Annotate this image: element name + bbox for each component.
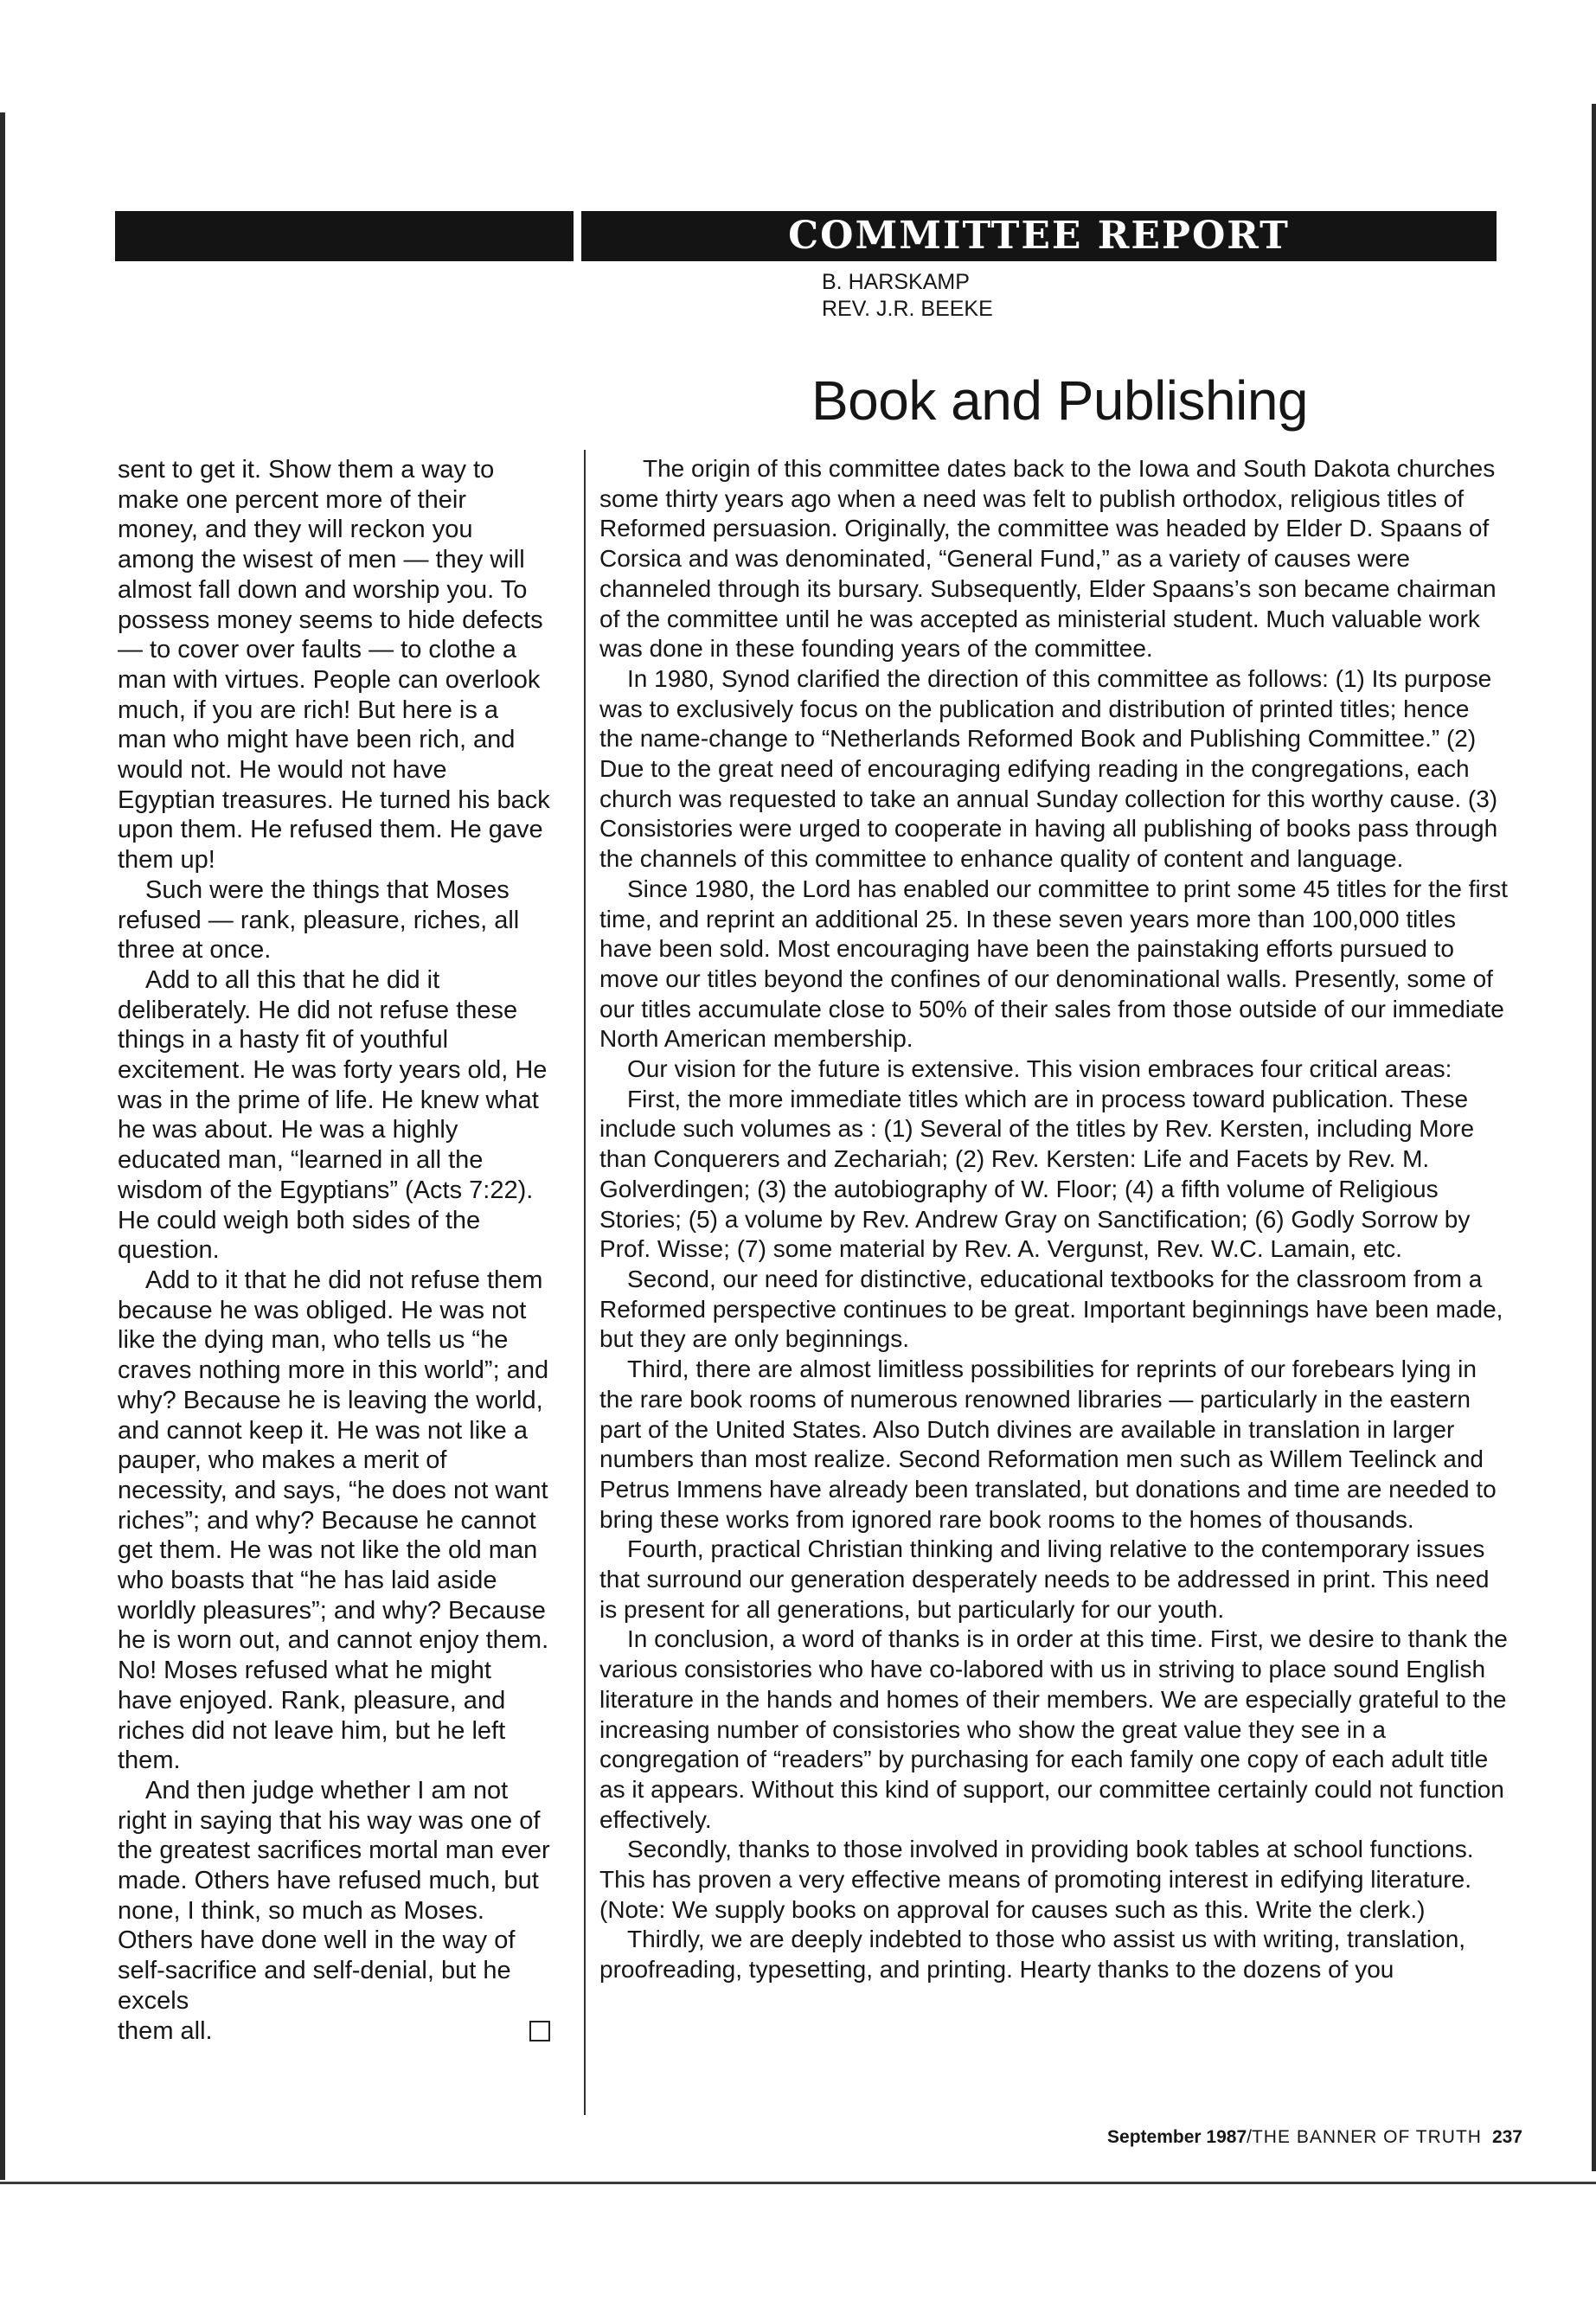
publication-name: THE BANNER OF TRUTH <box>1251 2127 1482 2147</box>
paragraph: Such were the things that Moses refused — rank, pleasure, riches, all three at once. <box>118 875 520 965</box>
paragraph: In 1980, Synod clarified the direction of this committee as follows: (1) Its purpose was to exclusively focus on the publication and distribution of printed titles; hence the name-change to “Netherlands Reformed Book and Publishing Committee.” (2) Due to the great need of encouraging edifying reading in the congregations, each church was requested to take an annual Sunday collection for this worthy cause. (3) Consistories were urged to cooperate in having all publishing of books pass through the channels of this committee to enhance quality of content and language. <box>599 664 1498 873</box>
author-name: REV. J.R. BEEKE <box>822 297 993 321</box>
page-footer <box>952 2125 1522 2150</box>
paragraph: And then judge whether I am not right in saying that his way was one of the greatest sacrifices mortal man ever made. Others have refused much, but none, I think, so much as Moses. Others have done well in the way of self-sacrifice and self-denial, but he excels <box>118 1776 550 2015</box>
scan-edge-right <box>1592 104 1596 2171</box>
paragraph: In conclusion, a word of thanks is in order at this time. First, we desire to thank the various consistories who have co-labored with us in striving to place sound English literature in the hands and homes of their members. We are especially grateful to the increasing number of consistories who show the great value they see in a congregation of “readers” by purchasing for each family one copy of each adult title as it appears. Without this kind of support, our committee certainly could not function effectively. <box>599 1625 1508 1833</box>
paragraph-last-line <box>118 2016 550 2047</box>
paragraph: Secondly, thanks to those involved in providing book tables at school functions. This has proven a very effective means of promoting interest in edifying literature. (Note: We supply books on approval for causes such as this. Write the clerk.) <box>599 1836 1474 1923</box>
last-line-text: them all. <box>118 2016 213 2045</box>
paragraph: Fourth, practical Christian thinking and living relative to the contemporary issues that surround our generation desperately needs to be addressed in print. This need is present for all generations, but particularly for our youth. <box>599 1535 1490 1623</box>
paragraph: Our vision for the future is extensive. This vision embraces four critical areas: <box>627 1055 1452 1083</box>
paragraph: Second, our need for distinctive, educational textbooks for the classroom from a Reformed perspective continues to be great. Important beginnings have been made, but they are only beginnings. <box>599 1265 1503 1353</box>
left-column <box>118 455 550 2046</box>
author-byline <box>822 269 1168 323</box>
author-name: B. HARSKAMP <box>822 270 970 294</box>
paragraph: Since 1980, the Lord has enabled our committee to print some 45 titles for the first time, and reprint an additional 25. In these seven years more than 100,000 titles have been sold. Most encouraging have been the painstaking efforts pursued to move our titles beyond the confines of our denominational walls. Presently, some of our titles accumulate close to 50% of their sales from those outside of our immediate North American membership. <box>599 875 1508 1053</box>
paragraph: The origin of this committee dates back to the Iowa and South Dakota churches some thirty years ago when a need was felt to publish orthodox, religious titles of Reformed persuasion. Originally, the committee was headed by Elder D. Spaans of Corsica and was denominated, “General Fund,” as a variety of causes were channeled through its bursary. Subsequently, Elder Spaans’s son became chairman of the committee until he was accepted as ministerial student. Much valuable work was done in these founding years of the committee. <box>599 455 1497 663</box>
column-divider <box>584 450 586 2115</box>
issue-date: September 1987 <box>1107 2127 1247 2147</box>
page-number: 237 <box>1491 2127 1522 2147</box>
scan-edge-left <box>0 112 5 2180</box>
paragraph: Add to all this that he did it deliberately. He did not refuse these things in a hasty fit of youthful excitement. He was forty years old, He was in the prime of life. He knew what he was about. He was a highly educated man, “learned in all the wisdom of the Egyptians” (Acts 7:22). He could weigh both sides of the question. <box>118 965 548 1265</box>
article-title: Book and Publishing <box>811 369 1309 432</box>
paragraph: Add to it that he did not refuse them because he was obliged. He was not like the dying man, who tells us “he craves nothing more in this world”; and why? Because he is leaving the world, and cannot keep it. He was not like a pauper, who makes a merit of necessity, and says, “he does not want riches”; and why? Because he cannot get them. He was not like the old man who boasts that “he has laid aside worldly pleasures”; and why? Because he is worn out, and cannot enjoy them. No! Moses refused what he might have enjoyed. Rank, pleasure, and riches did not leave him, but he left them. <box>118 1266 549 1775</box>
paragraph: First, the more immediate titles which are in process toward publication. These include such volumes as : (1) Several of the titles by Rev. Kersten, including More than Conquerers and Zechariah; (2) Rev. Kersten: Life and Facets by Rev. M. Golverdingen; (3) the autobiography of W. Floor; (4) a fifth volume of Religious Stories; (5) a volume by Rev. Andrew Gray on Sanctification; (6) Godly Sorrow by Prof. Wisse; (7) some material by Rev. A. Vergunst, Rev. W.C. Lamain, etc. <box>599 1085 1475 1263</box>
footer-separator: / <box>1247 2127 1252 2147</box>
scan-margin-top <box>0 0 1596 115</box>
section-banner-title: COMMITTEE REPORT <box>788 214 1290 258</box>
paragraph: Third, there are almost limitless possibilities for reprints of our forebears lying in the rare book rooms of numerous renowned libraries — particularly in the eastern part of the United States. Also Dutch divines are available in translation in larger numbers than most realize. Second Reformation men such as Willem Teelinck and Petrus Immens have already been translated, but donations and time are needed to bring these works from ignored rare book rooms to the homes of thousands. <box>599 1356 1497 1533</box>
scan-edge-bottom <box>0 2182 1596 2184</box>
end-of-article-icon <box>529 2021 550 2041</box>
paragraph: Thirdly, we are deeply indebted to those who assist us with writing, translation, proofreading, typesetting, and printing. Hearty thanks to the dozens of you <box>599 1926 1466 1984</box>
paragraph: sent to get it. Show them a way to make one percent more of their money, and they will reckon you among the wisest of men — they will almost fall down and worship you. To possess money seems to hide defects — to cover over faults — to clothe a man with virtues. People can overlook much, if you are rich! But here is a man who might have been rich, and would not. He would not have Egyptian treasures. He turned his back upon them. He refused them. He gave them up! <box>118 456 550 875</box>
banner-bar-left <box>115 211 574 261</box>
right-column <box>599 454 1508 1985</box>
